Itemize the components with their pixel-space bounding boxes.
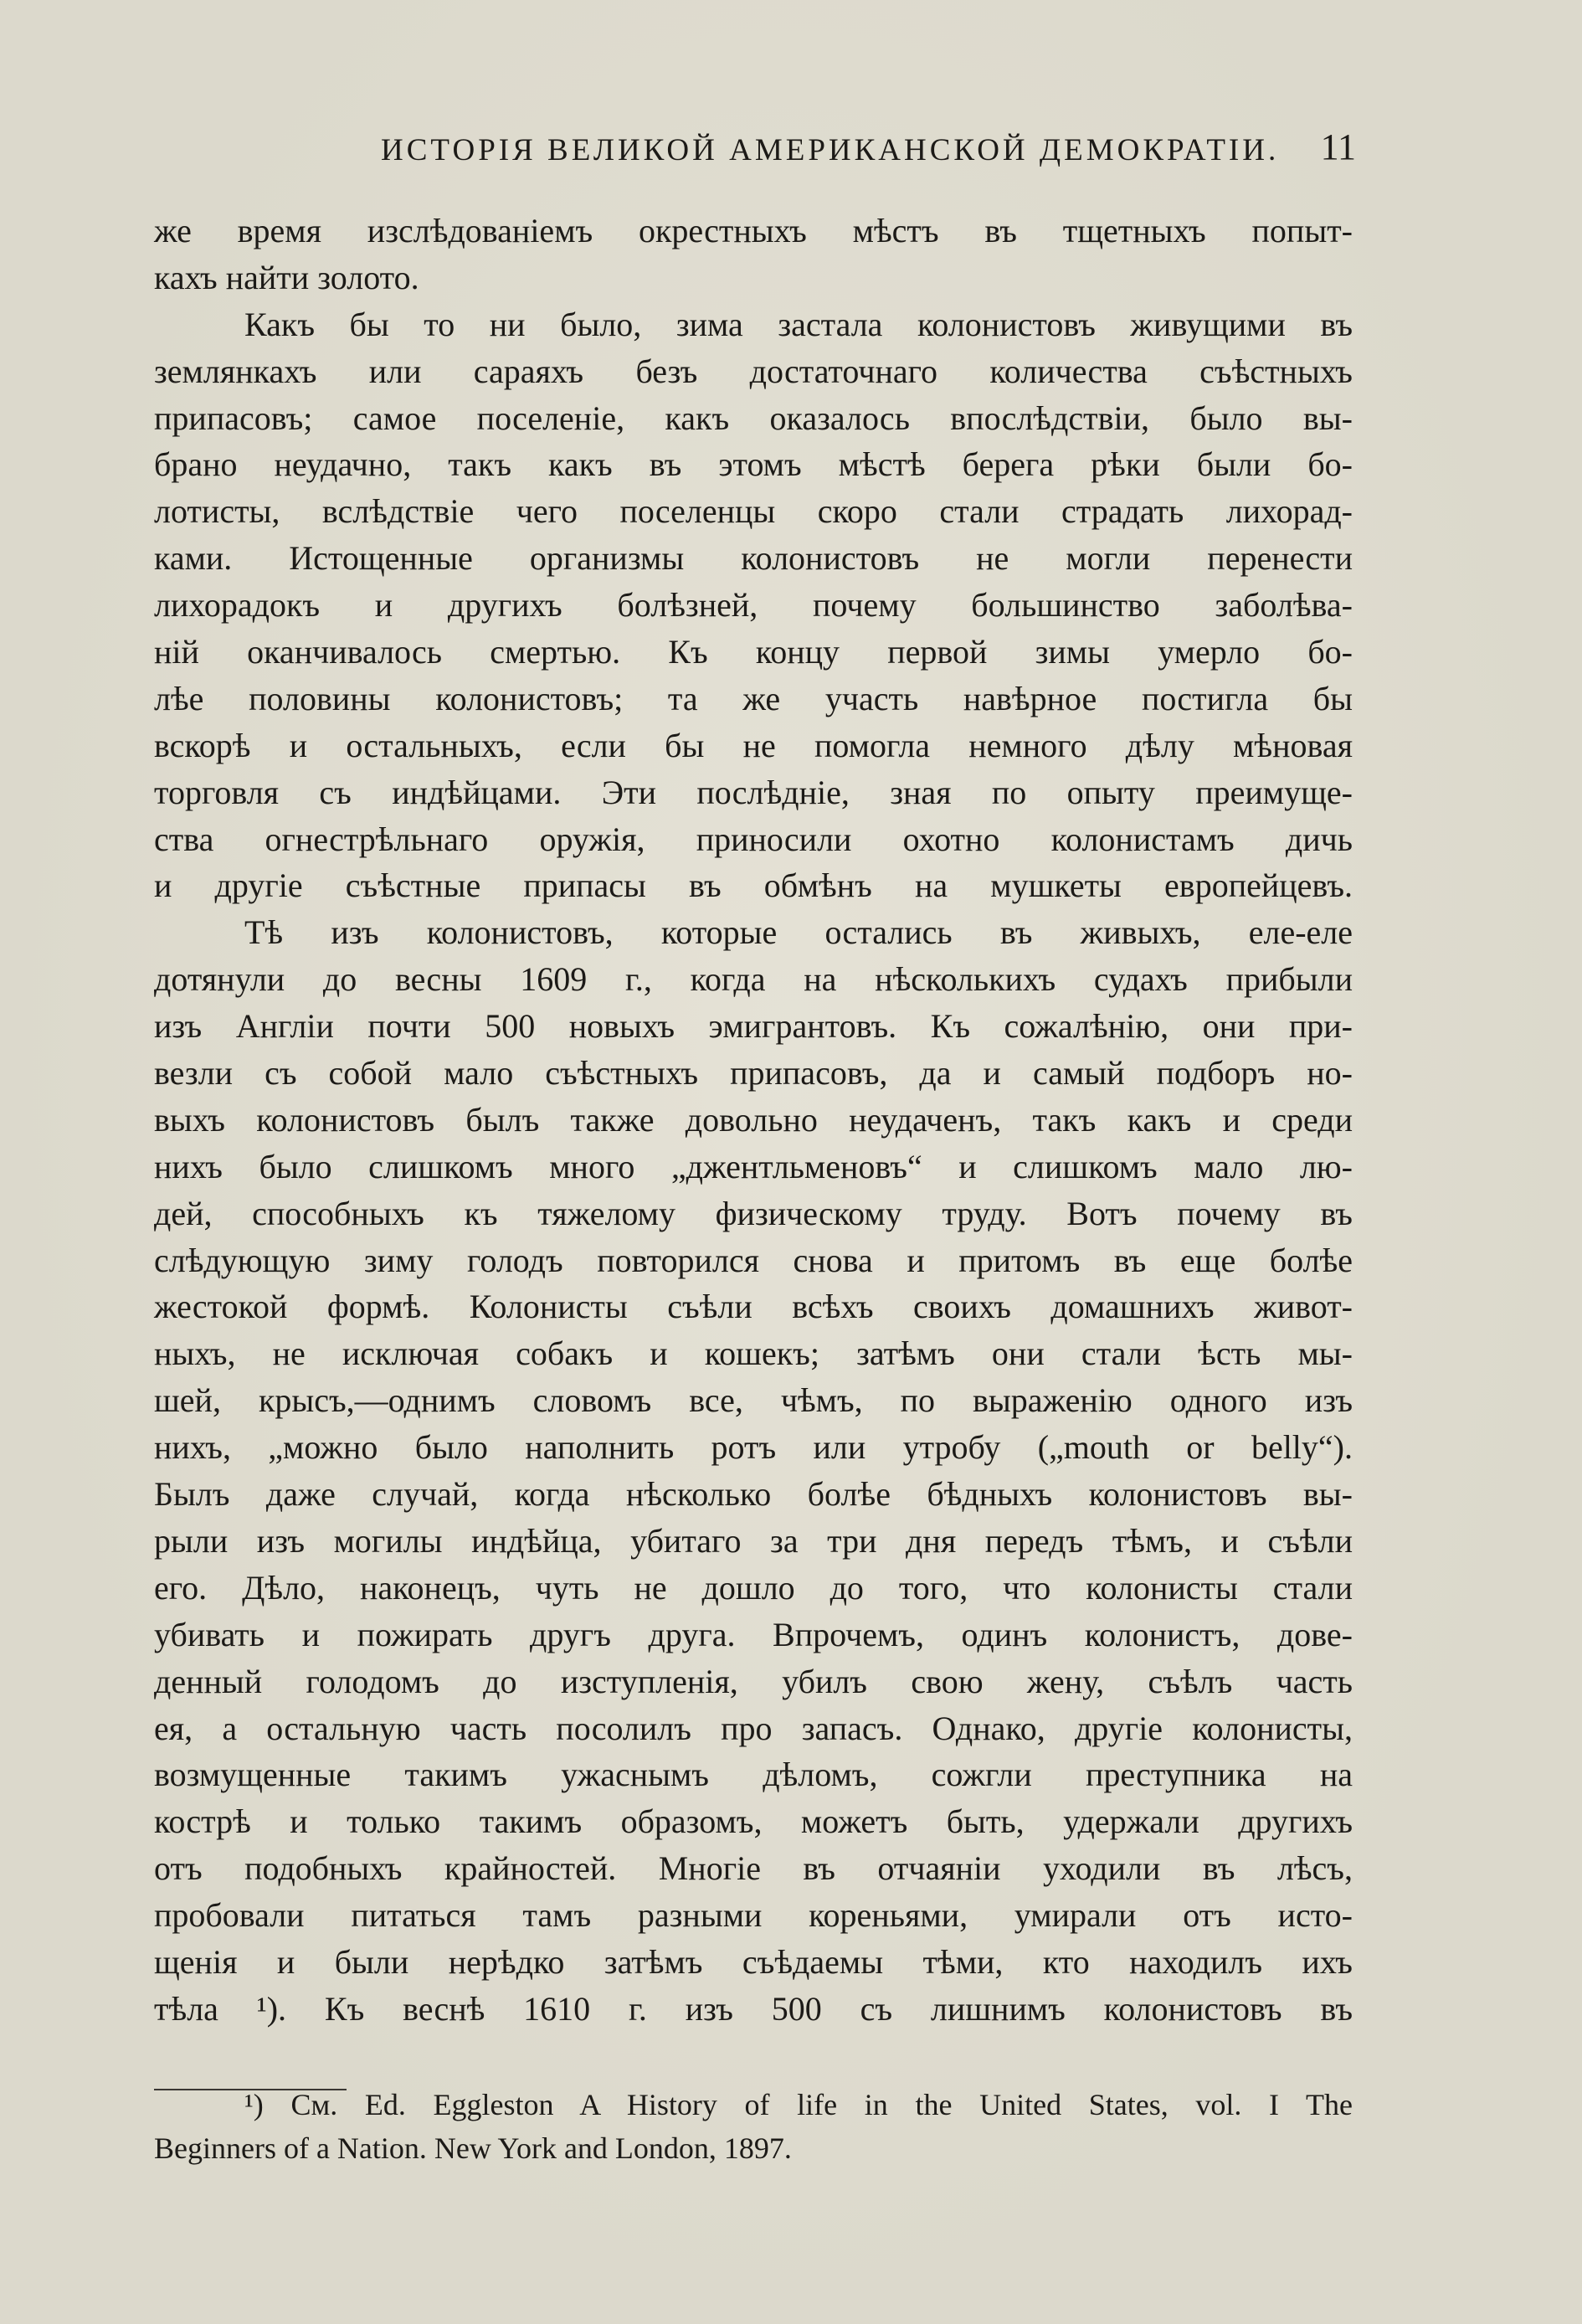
text-line: припасовъ; самое поселеніе, какъ оказалось впослѣдствіи, было вы- xyxy=(154,398,1353,437)
page-header xyxy=(151,126,1356,184)
footnote-line: ¹) См. Ed. Eggleston A History of life in the United States, vol. I The xyxy=(244,2088,1353,2121)
text-line: шей, крысъ,—однимъ словомъ все, чѣмъ, по выраженію одного изъ xyxy=(154,1381,1353,1420)
footnote-line: Beginners of a Nation. New York and London, 1897. xyxy=(154,2131,792,2165)
text-line: щенія и были нерѣдко затѣмъ съѣдаемы тѣми, кто находилъ ихъ xyxy=(154,1942,1353,1981)
text-line: изъ Англіи почти 500 новыхъ эмигрантовъ. Къ сожалѣнію, они при- xyxy=(154,1007,1353,1046)
text-line: тѣла ¹). Къ веснѣ 1610 г. изъ 500 съ лишнимъ колонистовъ въ xyxy=(154,1989,1353,2028)
text-line: же время изслѣдованіемъ окрестныхъ мѣстъ въ тщетныхъ попыт- xyxy=(154,212,1353,249)
text-line: кострѣ и только такимъ образомъ, можетъ быть, удержали другихъ xyxy=(154,1802,1353,1841)
text-line: лихорадокъ и другихъ болѣзней, почему большинство заболѣва- xyxy=(154,586,1353,625)
text-line: нихъ было слишкомъ много „джентльменовъ“ и слишкомъ мало лю- xyxy=(154,1147,1353,1185)
paragraph-start-line: Какъ бы то ни было, зима застала колонистовъ живущими въ xyxy=(244,305,1353,343)
text-line: ками. Истощенные организмы колонистовъ не могли перенести xyxy=(154,539,1353,578)
text-line: торговля съ индѣйцами. Эти послѣдніе, зная по опыту преимуще- xyxy=(154,773,1353,811)
text-line: пробовали питаться тамъ разными кореньями, умирали отъ исто- xyxy=(154,1896,1353,1935)
text-line: слѣдующую зиму голодъ повторился снова и притомъ въ еще болѣе xyxy=(154,1241,1353,1279)
text-line: отъ подобныхъ крайностей. Многіе въ отчаяніи уходили въ лѣсъ, xyxy=(154,1849,1353,1888)
text-line: лѣе половины колонистовъ; та же участь навѣрное постигла бы xyxy=(154,679,1353,717)
paragraph-start-line: Тѣ изъ колонистовъ, которые остались въ живыхъ, еле-еле xyxy=(244,913,1353,952)
text-line: землянкахъ или сараяхъ безъ достаточнаго количества съѣстныхъ xyxy=(154,352,1353,390)
text-line: ства огнестрѣльнаго оружія, приносили охотно колонистамъ дичь xyxy=(154,820,1353,858)
footnote xyxy=(154,2083,1353,2170)
body-text xyxy=(154,208,1353,2033)
text-line: дотянули до весны 1609 г., когда на нѣсколькихъ судахъ прибыли xyxy=(154,960,1353,999)
page-number: 11 xyxy=(1320,126,1356,167)
text-line: выхъ колонистовъ былъ также довольно неудаченъ, такъ какъ и среди xyxy=(154,1100,1353,1139)
text-line: возмущенные такимъ ужаснымъ дѣломъ, сожгли преступника на xyxy=(154,1756,1353,1794)
text-line: Былъ даже случай, когда нѣсколько болѣе бѣдныхъ колонистовъ вы- xyxy=(154,1475,1353,1514)
text-line: убивать и пожирать другъ друга. Впрочемъ, одинъ колонистъ, дове- xyxy=(154,1615,1353,1653)
text-line: и другіе съѣстные припасы въ обмѣнъ на мушкеты европейцевъ. xyxy=(154,866,1353,905)
text-line: жестокой формѣ. Колонисты съѣли всѣхъ своихъ домашнихъ живот- xyxy=(154,1288,1353,1326)
text-line: ній оканчивалось смертью. Къ концу первой зимы умерло бо- xyxy=(154,633,1353,671)
text-line: ея, а остальную часть посолилъ про запасъ. Однако, другіе колонисты, xyxy=(154,1709,1353,1747)
text-line: денный голодомъ до изступленія, убилъ свою жену, съѣлъ часть xyxy=(154,1662,1353,1700)
text-line: лотисты, вслѣдствіе чего поселенцы скоро стали страдать лихорад- xyxy=(154,492,1353,531)
text-line: брано неудачно, такъ какъ въ этомъ мѣстѣ берега рѣки были бо- xyxy=(154,445,1353,484)
text-line: вскорѣ и остальныхъ, если бы не помогла немного дѣлу мѣновая xyxy=(154,726,1353,764)
text-line: нихъ, „можно было наполнить ротъ или утробу („mouth or belly“). xyxy=(154,1428,1353,1467)
text-line: его. Дѣло, наконецъ, чуть не дошло до того, что колонисты стали xyxy=(154,1568,1353,1607)
text-line: ныхъ, не исключая собакъ и кошекъ; затѣмъ они стали ѣсть мы- xyxy=(154,1334,1353,1373)
text-line: везли съ собой мало съѣстныхъ припасовъ, да и самый подборъ но- xyxy=(154,1054,1353,1093)
text-line: кахъ найти золото. xyxy=(154,258,419,296)
text-line: рыли изъ могилы индѣйца, убитаго за три дня передъ тѣмъ, и съѣли xyxy=(154,1521,1353,1560)
text-line: дей, способныхъ къ тяжелому физическому труду. Вотъ почему въ xyxy=(154,1194,1353,1232)
running-title: ИСТОРІЯ ВЕЛИКОЙ АМЕРИКАНСКОЙ ДЕМОКРАТІИ. xyxy=(381,133,1280,167)
